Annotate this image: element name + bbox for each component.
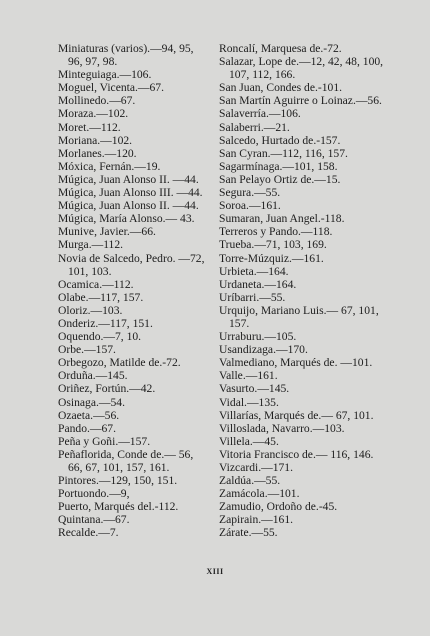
index-entry: Murga.—112.: [58, 238, 124, 252]
index-entry: Sagarmínaga.—101, 158.: [219, 159, 338, 173]
index-entry: Usandizaga.—170.: [219, 343, 308, 357]
index-entry: Morlanes.—120.: [58, 146, 137, 160]
index-entry: Zapirain.—161.: [219, 513, 294, 527]
index-entry: Segura.—55.: [219, 186, 281, 200]
index-entry: Salaverría.—106.: [219, 107, 301, 121]
index-entry: Portuondo.—9,: [58, 487, 130, 501]
index-entry: Vidal.—135.: [219, 395, 279, 409]
index-entry: Pintores.—129, 150, 151.: [58, 474, 178, 488]
index-entry: Urquijo, Mariano Luis.— 67, 101, 157.: [219, 303, 379, 330]
index-entry: Vitoria Francisco de.— 116, 146.: [219, 447, 374, 461]
index-entry: Munive, Javier.—66.: [58, 225, 156, 239]
index-entry: Urdaneta.—164.: [219, 277, 297, 291]
index-entry: Olabe.—117, 157.: [58, 290, 144, 304]
index-entry: Zaldúa.—55.: [219, 474, 281, 488]
index-entry: Oriñez, Fortún.—42.: [58, 382, 156, 396]
index-entry: Soroa.—161.: [219, 199, 281, 213]
index-entry: Urraburu.—105.: [219, 330, 297, 344]
index-entry: Peñaflorida, Conde de.— 56, 66, 67, 101, 157, 161.: [58, 447, 194, 474]
index-entry: Moriana.—102.: [58, 133, 133, 147]
index-entry: Vizcardi.—171.: [219, 461, 293, 474]
index-entry: Ocamica.—112.: [58, 277, 134, 291]
index-entry: Onderiz.—117, 151.: [58, 316, 153, 330]
index-entry: San Cyran.—112, 116, 157.: [219, 146, 348, 160]
index-entry: Múgica, Juan Alonso II. —44.: [58, 199, 199, 213]
index-entry: San Pelayo Ortiz de.—15.: [219, 172, 341, 186]
index-entry: Sumaran, Juan Angel.-118.: [219, 212, 345, 226]
index-entry: Múgica, Juan Alonso II. —44.: [58, 172, 199, 186]
index-entry: Villela.—45.: [219, 434, 279, 448]
index-entry: Terreros y Pando.—118.: [219, 225, 333, 239]
index-entry: Valle.—161.: [219, 369, 278, 383]
index-entry: Múgica, Juan Alonso III. —44.: [58, 186, 203, 200]
index-entry: Minteguiaga.—106.: [58, 68, 152, 82]
index-entry: Roncalí, Marquesa de.-72.: [219, 42, 342, 55]
index-entry: Pando.—67.: [58, 421, 116, 435]
index-column-left: [58, 42, 210, 540]
index-column-right: [219, 42, 391, 540]
index-entry: Oquendo.—7, 10.: [58, 330, 142, 344]
index-entry: Recalde.—7.: [58, 526, 119, 540]
index-entry: San Juan, Condes de.-101.: [219, 81, 343, 95]
index-entry: Múgica, María Alonso.— 43.: [58, 212, 195, 226]
index-entry: Osinaga.—54.: [58, 395, 125, 409]
index-entry: Moraza.—102.: [58, 107, 129, 121]
index-entry: Torre-Múzquiz.—161.: [219, 251, 324, 265]
index-entry: Villarías, Marqués de.— 67, 101.: [219, 408, 374, 422]
index-entry: Novia de Salcedo, Pedro. —72, 101, 103.: [58, 251, 205, 278]
index-entry: Moguel, Vicenta.—67.: [58, 81, 164, 95]
index-entry: Zamudio, Ordoño de.-45.: [219, 500, 338, 514]
index-entry: Valmediano, Marqués de. —101.: [219, 356, 373, 370]
index-entry: Moret.—112.: [58, 120, 121, 134]
index-entry: Salaberri.—21.: [219, 120, 290, 134]
index-entry: Móxica, Fernán.—19.: [58, 159, 161, 173]
index-entry: Orduña.—145.: [58, 369, 128, 383]
index-entry: Ozaeta.—56.: [58, 408, 120, 422]
index-entry: Peña y Goñi.—157.: [58, 434, 151, 448]
index-entry: Villoslada, Navarro.—103.: [219, 421, 345, 435]
index-entry: San Martín Aguirre o Loinaz.—56.: [219, 94, 382, 108]
index-entry: Puerto, Marqués del.-112.: [58, 500, 179, 514]
index-entry: Mollinedo.—67.: [58, 94, 136, 108]
index-entry: Oloriz.—103.: [58, 303, 123, 317]
index-entry: Salazar, Lope de.—12, 42, 48, 100, 107, 112, 166.: [219, 55, 384, 82]
page-number: XIII: [206, 567, 224, 576]
index-entry: Uríbarri.—55.: [219, 290, 286, 304]
index-entry: Miniaturas (varios).—94, 95, 96, 97, 98.: [58, 42, 194, 69]
index-entry: Vasurto.—145.: [219, 382, 290, 396]
index-entry: Salcedo, Hurtado de.-157.: [219, 133, 341, 147]
index-entry: Urbieta.—164.: [219, 264, 289, 278]
index-entry: Zárate.—55.: [219, 526, 278, 540]
index-entry: Orbe.—157.: [58, 343, 116, 357]
index-entry: Orbegozo, Matilde de.-72.: [58, 356, 181, 370]
index-entry: Trueba.—71, 103, 169.: [219, 238, 327, 252]
index-entry: Quintana.—67.: [58, 513, 130, 527]
index-entry: Zamácola.—101.: [219, 487, 300, 501]
